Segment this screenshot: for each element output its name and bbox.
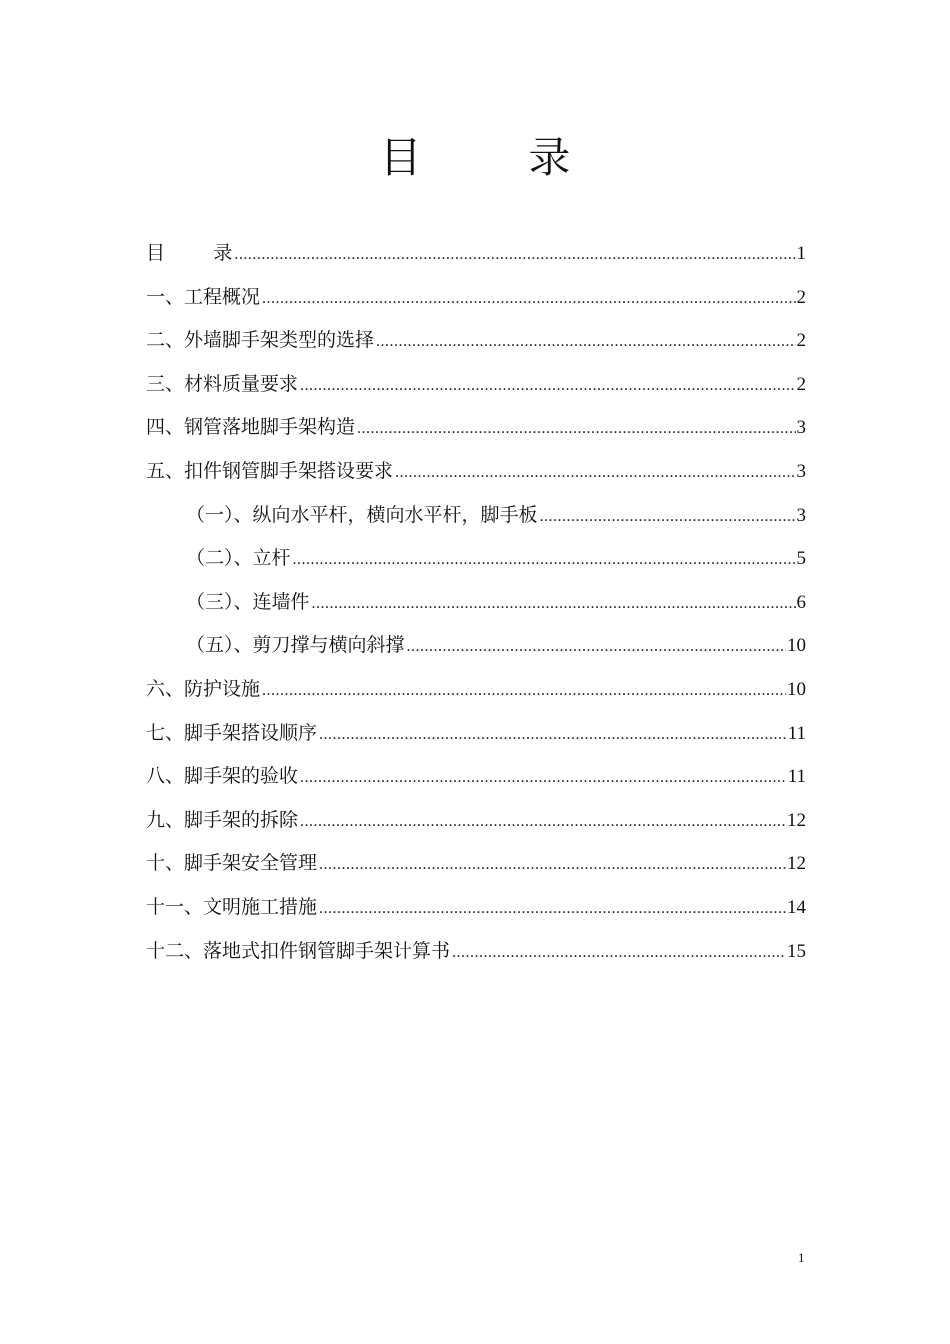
- toc-item[interactable]: [146, 799, 806, 843]
- toc-dot-leader: [395, 451, 795, 495]
- toc-item[interactable]: [146, 232, 806, 276]
- toc-dot-leader: [300, 800, 786, 844]
- toc-item-page: 3: [796, 460, 806, 482]
- toc-subitem[interactable]: [146, 581, 806, 625]
- toc-item-title: 二、外墙脚手架类型的选择: [146, 329, 375, 352]
- toc-item-page: 15: [787, 940, 806, 962]
- toc-dot-leader: [319, 887, 786, 931]
- toc-dot-leader: [262, 277, 795, 321]
- toc-item-title: 五、扣件钢管脚手架搭设要求: [146, 459, 394, 482]
- toc-item-page: 6: [796, 591, 806, 613]
- toc-item-title: （二）、立杆: [186, 547, 291, 570]
- toc-item-title: 四、钢管落地脚手架构造: [146, 416, 356, 439]
- toc-item-title: 八、脚手架的验收: [146, 765, 299, 788]
- toc-item[interactable]: [146, 886, 806, 930]
- toc-item-page: 2: [796, 373, 806, 395]
- toc-item[interactable]: [146, 450, 806, 494]
- toc-dot-leader: [376, 320, 795, 364]
- toc-item-page: 10: [787, 678, 806, 700]
- toc-dot-leader: [452, 931, 786, 975]
- toc-item[interactable]: [146, 276, 806, 320]
- toc-dot-leader: [312, 582, 796, 626]
- toc-item[interactable]: [146, 930, 806, 974]
- toc-item-title: （五）、剪刀撑与横向斜撑: [186, 634, 405, 657]
- toc-dot-leader: [300, 756, 787, 800]
- toc-dot-leader: [540, 495, 796, 539]
- toc-dot-leader: [357, 407, 795, 451]
- toc-item-title: （一）、纵向水平杆，横向水平杆，脚手板: [186, 503, 538, 526]
- toc-subitem[interactable]: [146, 494, 806, 538]
- toc-item-title: （三）、连墙件: [186, 590, 310, 613]
- toc-item-page: 5: [796, 548, 806, 570]
- toc-dot-leader: [319, 713, 787, 757]
- toc-item[interactable]: [146, 755, 806, 799]
- toc-item-page: 3: [796, 417, 806, 439]
- toc-item-title: 三、材料质量要求: [146, 372, 299, 395]
- toc-item-title: 十二、落地式扣件钢管脚手架计算书: [146, 939, 451, 962]
- toc-item-page: 2: [796, 286, 806, 308]
- toc-item[interactable]: [146, 363, 806, 407]
- page-title: 目 录: [379, 133, 571, 182]
- toc-dot-leader: [234, 233, 795, 277]
- page-number: 1: [798, 1250, 805, 1265]
- toc-item-title: 七、脚手架搭设顺序: [146, 721, 318, 744]
- toc-item-page: 14: [787, 896, 806, 918]
- toc-item-title: 六、防护设施: [146, 677, 261, 700]
- toc-item-title: 一、工程概况: [146, 285, 261, 308]
- toc-item-page: 3: [796, 504, 806, 526]
- toc-item-page: 2: [796, 330, 806, 352]
- toc-item-page: 1: [796, 243, 806, 264]
- toc-item-page: 10: [787, 635, 806, 657]
- toc-dot-leader: [319, 843, 786, 887]
- toc-dot-leader: [300, 364, 795, 408]
- toc-dot-leader: [262, 669, 786, 713]
- toc-item-page: 12: [787, 809, 806, 831]
- toc-item[interactable]: [146, 406, 806, 450]
- table-of-contents: [146, 232, 806, 973]
- toc-item-title: 九、脚手架的拆除: [146, 808, 299, 831]
- toc-item[interactable]: [146, 712, 806, 756]
- toc-item-page: 12: [787, 853, 806, 875]
- toc-dot-leader: [293, 538, 796, 582]
- toc-item-title: 目 录: [146, 242, 233, 264]
- toc-item-title: 十、脚手架安全管理: [146, 852, 318, 875]
- toc-item[interactable]: [146, 319, 806, 363]
- toc-item-page: 11: [787, 722, 806, 744]
- toc-subitem[interactable]: [146, 624, 806, 668]
- toc-item[interactable]: [146, 668, 806, 712]
- toc-item-page: 11: [787, 766, 806, 788]
- toc-subitem[interactable]: [146, 537, 806, 581]
- toc-dot-leader: [407, 625, 786, 669]
- toc-item-title: 十一、文明施工措施: [146, 895, 318, 918]
- toc-item[interactable]: [146, 842, 806, 886]
